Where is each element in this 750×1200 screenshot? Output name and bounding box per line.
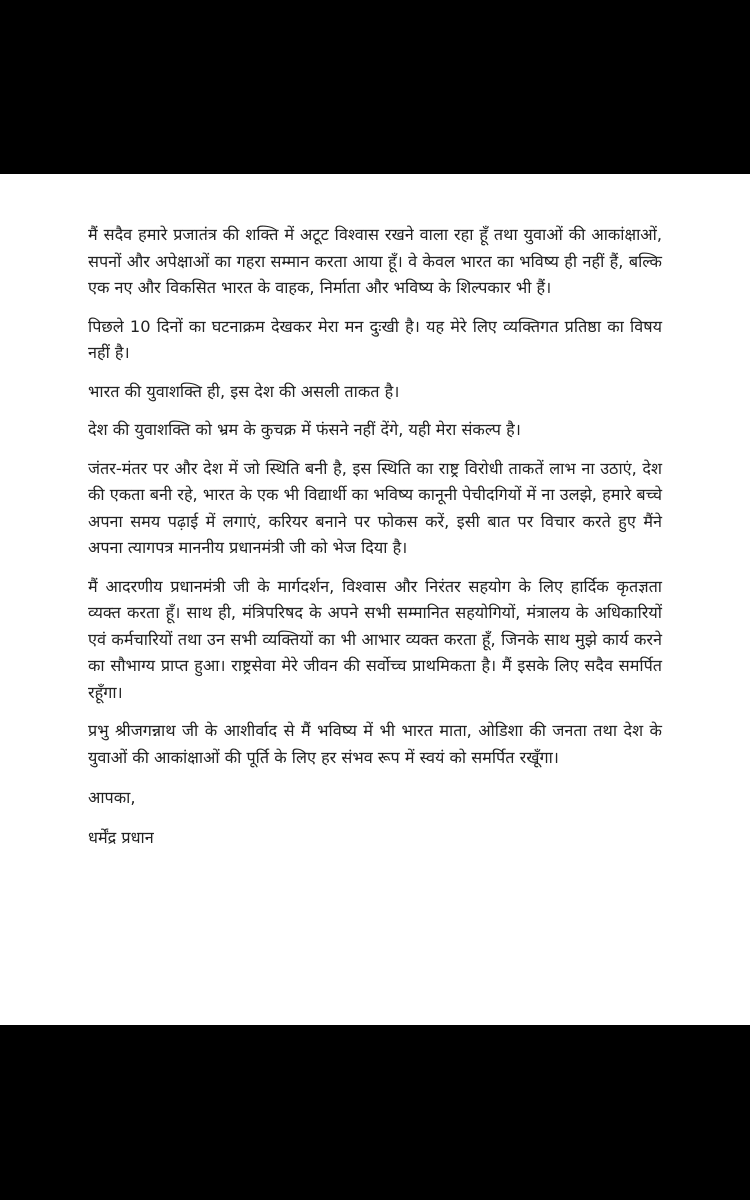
- letter-signature: धर्मेंद्र प्रधान: [88, 828, 154, 847]
- letter-paragraph-3: भारत की युवाशक्ति ही, इस देश की असली ताकत है।: [88, 381, 400, 401]
- letter-closing: आपका,: [88, 788, 136, 807]
- letter-paragraph-4: देश की युवाशक्ति को भ्रम के कुचक्र में फंसने नहीं देंगे, यही मेरा संकल्प है।: [88, 420, 521, 439]
- letter-paragraph-7: प्रभु श्रीजगन्नाथ जी के आशीर्वाद से मैं भविष्य में भी भारत माता, ओडिशा की जनता तथा देश के युवाओं की आकांक्षाओं की पूर्ति के लिए हर संभव रूप में स्वयं को समर्पित रखूँगा।: [88, 721, 662, 767]
- letter-paragraph-2: पिछले 10 दिनों का घटनाक्रम देखकर मेरा मन दुःखी है। यह मेरे लिए व्यक्तिगत प्रतिष्ठा का विषय नहीं है।: [88, 316, 662, 362]
- letter-paragraph-5: जंतर-मंतर पर और देश में जो स्थिति बनी है, इस स्थिति का राष्ट्र विरोधी ताकतें लाभ ना उठाएं, देश की एकता बनी रहे, भारत के एक भी विद्यार्थी का भविष्य कानूनी पेचीदगियों में ना उलझे, हमारे बच्चे अपना समय पढ़ाई में लगाएं, करियर बनाने पर फोकस करें, इसी बात पर विचार करते हुए मैंने अपना त्यागपत्र माननीय प्रधानमंत्री जी को भेज दिया है।: [88, 458, 662, 557]
- letter-paragraph-6: मैं आदरणीय प्रधानमंत्री जी के मार्गदर्शन, विश्वास और निरंतर सहयोग के लिए हार्दिक कृतज्ञता व्यक्त करता हूँ। साथ ही, मंत्रिपरिषद के अपने सभी सम्मानित सहयोगियों, मंत्रालय के अधिकारियों एवं कर्मचारियों तथा उन सभी व्यक्तियों का भी आभार व्यक्त करता हूँ, जिनके साथ मुझे कार्य करने का सौभाग्य प्राप्त हुआ। राष्ट्रसेवा मेरे जीवन की सर्वोच्च प्राथमिकता है। मैं इसके लिए सदैव समर्पित रहूँगा।: [88, 576, 662, 702]
- bottom-black-bar: [0, 1025, 750, 1200]
- top-black-bar: [0, 0, 750, 174]
- letter-paragraph-1: मैं सदैव हमारे प्रजातंत्र की शक्ति में अटूट विश्वास रखने वाला रहा हूँ तथा युवाओं की आकांक्षाओं, सपनों और अपेक्षाओं का गहरा सम्मान करता आया हूँ। वे केवल भारत का भविष्य ही नहीं हैं, बल्कि एक नए और विकसित भारत के वाहक, निर्माता और भविष्य के शिल्पकार भी हैं।: [88, 225, 662, 297]
- letter-page: [0, 174, 750, 1025]
